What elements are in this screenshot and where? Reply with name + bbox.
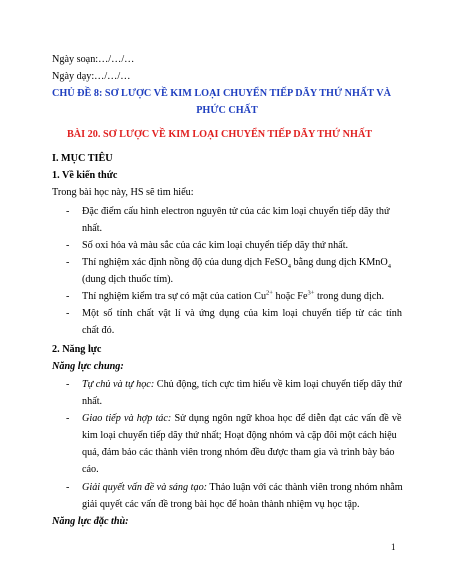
text-span: Thí nghiệm kiểm tra sự có mặt của cation Cu	[82, 291, 267, 302]
list-item-text: (dung dịch thuốc tím).	[82, 274, 174, 285]
list-item-text: kim loại chuyển tiếp dãy thứ nhất; Hoạt động nhóm và cặp đôi một cách hiệu	[82, 430, 397, 441]
list-item-text: nhất.	[82, 223, 103, 234]
list-item-text	[82, 378, 402, 391]
list-item-text: Một số tính chất vật lí và ứng dụng của kim loại chuyển tiếp từ các tính	[82, 308, 402, 319]
text-span: bằng dung dịch KMnO	[290, 257, 388, 268]
bullet-dash: -	[66, 482, 70, 493]
superscript: 2+	[266, 289, 273, 297]
list-item-text: Đặc điểm cấu hình electron nguyên tử của các kim loại chuyển tiếp dãy thứ	[82, 206, 390, 217]
list-item-text: chất đó.	[82, 325, 115, 336]
text-span: Thí nghiệm xác định nồng độ của dung dịch FeSO	[82, 257, 288, 268]
bullet-dash: -	[66, 379, 70, 390]
section-heading-muc-tieu: I. MỤC TIÊU	[52, 153, 113, 164]
ngay-soan: Ngày soạn:…/…/…	[52, 54, 135, 65]
bullet-dash: -	[66, 308, 70, 319]
bullet-dash: -	[66, 257, 70, 268]
bullet-dash: -	[66, 206, 70, 217]
list-item-text	[82, 256, 391, 269]
superscript: 3+	[307, 289, 315, 297]
text-span: trong dung dịch.	[314, 291, 385, 302]
list-item-text: quả, đảm bảo các thành viên trong nhóm đều được tham gia và trình bày báo	[82, 447, 395, 458]
subheading-nang-luc-chung: Năng lực chung:	[52, 361, 124, 372]
bullet-dash: -	[66, 413, 70, 424]
subheading-nang-luc-dac-thu: Năng lực đặc thù:	[52, 516, 129, 527]
list-item-text	[82, 481, 403, 494]
intro-text: Trong bài học này, HS sẽ tìm hiểu:	[52, 187, 194, 198]
list-item-text: nhất.	[82, 396, 103, 407]
topic-title-line2: PHỨC CHẤT	[196, 105, 258, 116]
subheading-kien-thuc: 1. Về kiến thức	[52, 170, 118, 181]
bullet-dash: -	[66, 240, 70, 251]
ngay-day: Ngày dạy:…/…/…	[52, 71, 131, 82]
list-item-text: Số oxi hóa và màu sắc của các kim loại chuyển tiếp dãy thứ nhất.	[82, 240, 349, 251]
text-span: Sử dụng ngôn ngữ khoa học để diễn đạt các vấn đề về	[171, 413, 402, 424]
text-span: Thảo luận với các thành viên trong nhóm nhằm	[207, 482, 403, 493]
topic-title-line1: CHỦ ĐỀ 8: SƠ LƯỢC VỀ KIM LOẠI CHUYỂN TIẾP DÃY THỨ NHẤT VÀ	[52, 88, 391, 99]
text-span: hoặc Fe	[272, 291, 308, 302]
list-item-text	[82, 412, 402, 425]
item-label: Tự chủ và tự học:	[82, 379, 155, 390]
list-item-text: giải quyết các vấn đề trong bài học để hoàn thành nhiệm vụ học tập.	[82, 499, 360, 510]
item-label: Giao tiếp và hợp tác:	[82, 413, 172, 424]
list-item-text: cáo.	[82, 464, 99, 475]
page-number: 1	[391, 542, 396, 552]
list-item-text	[82, 290, 384, 303]
item-label: Giải quyết vấn đề và sáng tạo:	[82, 482, 208, 493]
bullet-dash: -	[66, 291, 70, 302]
lesson-title: BÀI 20. SƠ LƯỢC VỀ KIM LOẠI CHUYỂN TIẾP DÃY THỨ NHẤT	[67, 129, 373, 140]
subheading-nang-luc: 2. Năng lực	[52, 344, 102, 355]
subscript: 4	[387, 263, 391, 271]
subscript: 4	[287, 263, 291, 271]
text-span: Chủ động, tích cực tìm hiểu về kim loại chuyển tiếp dãy thứ	[154, 379, 402, 390]
